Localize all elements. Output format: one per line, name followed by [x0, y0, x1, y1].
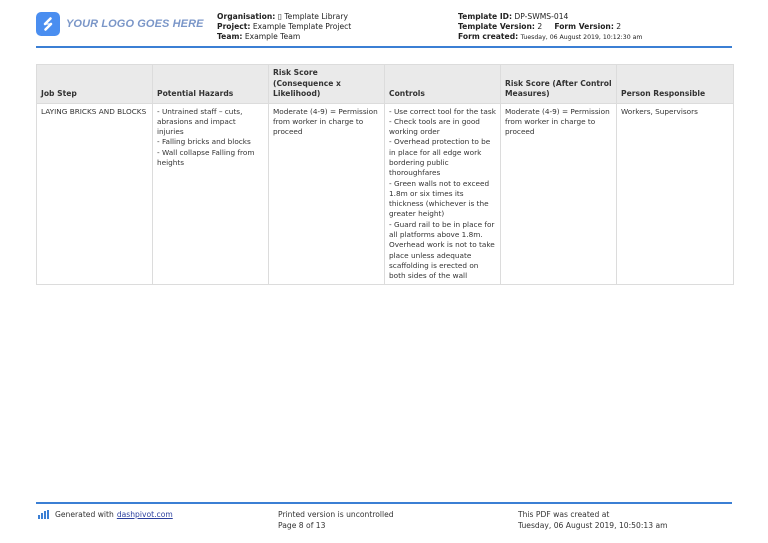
project-meta [217, 12, 351, 42]
hazard-item: - Untrained staff – cuts, abrasions and impact injuries [157, 106, 243, 137]
footer-generated [38, 510, 173, 519]
controls-cell [385, 103, 501, 284]
control-item: - Guard rail to be in place for all platforms above 1.8m. Overhead work is not to take place unless adequate scaffolding is erected on both sides of the wall [389, 219, 495, 281]
logo-text: YOUR LOGO GOES HERE [66, 18, 204, 30]
bar-chart-icon [38, 510, 50, 519]
risk-before-cell: Moderate (4-9) = Permission from worker in charge to proceed [269, 103, 385, 284]
person-responsible-cell: Workers, Supervisors [617, 103, 734, 284]
logo-icon [36, 12, 60, 36]
template-version-label: Template Version: [458, 22, 535, 31]
organisation-label: Organisation: [217, 12, 276, 21]
form-created-line [458, 32, 642, 43]
swms-table [36, 64, 734, 285]
footer-page-info [278, 510, 394, 531]
team-line [217, 32, 351, 42]
template-version-value: 2 [537, 22, 543, 31]
risk-after-cell: Moderate (4-9) = Permission from worker in charge to proceed [501, 103, 617, 284]
version-line [458, 22, 642, 32]
company-logo [36, 12, 204, 36]
column-header-risk-score-before: Risk Score (Consequence x Likelihood) [269, 65, 385, 104]
header-divider [36, 46, 732, 48]
column-header-job-step: Job Step [37, 65, 153, 104]
hazard-item: - Wall collapse Falling from heights [157, 147, 255, 167]
project-label: Project: [217, 22, 251, 31]
control-item: - Check tools are in good working order [389, 116, 480, 137]
template-id-line [458, 12, 642, 22]
template-id-label: Template ID: [458, 12, 512, 21]
footer-divider [36, 502, 732, 504]
pdf-created-label: This PDF was created at [518, 510, 610, 519]
organisation-value: ▯ Template Library [277, 12, 348, 21]
control-item: - Use correct tool for the task [389, 106, 496, 116]
dashpivot-link[interactable]: dashpivot.com [116, 510, 173, 519]
form-created-value: Tuesday, 06 August 2019, 10:12:30 am [520, 34, 643, 41]
page-number: Page 8 of 13 [278, 520, 326, 530]
column-header-risk-score-after: Risk Score (After Control Measures) [501, 65, 617, 104]
team-value: Example Team [244, 32, 301, 41]
form-created-label: Form created: [458, 32, 519, 41]
project-line [217, 22, 351, 32]
hazards-cell [153, 103, 269, 284]
column-header-person-responsible: Person Responsible [617, 65, 734, 104]
column-header-potential-hazards: Potential Hazards [153, 65, 269, 104]
pdf-created-value: Tuesday, 06 August 2019, 10:50:13 am [518, 520, 668, 530]
page-header [36, 10, 732, 46]
column-header-controls: Controls [385, 65, 501, 104]
job-step-cell: LAYING BRICKS AND BLOCKS [37, 103, 153, 284]
organisation-line [217, 12, 351, 22]
control-item: - Overhead protection to be in place for all edge work bordering public thoroughfares [389, 137, 491, 178]
footer-pdf-created [518, 510, 668, 531]
form-version-label: Form Version: [554, 22, 614, 31]
template-meta [458, 12, 642, 43]
team-label: Team: [217, 32, 243, 41]
uncontrolled-notice: Printed version is uncontrolled [278, 510, 394, 519]
table-header-row [37, 65, 734, 104]
template-id-value: DP-SWMS-014 [514, 12, 569, 21]
hazard-item: - Falling bricks and blocks [157, 137, 251, 147]
table-row [37, 103, 734, 284]
control-item: - Green walls not to exceed 1.8m or six times its thickness (whichever is the greater height) [389, 178, 490, 219]
generated-text: Generated with [55, 510, 114, 519]
project-value: Example Template Project [252, 22, 352, 31]
form-version-value: 2 [616, 22, 622, 31]
